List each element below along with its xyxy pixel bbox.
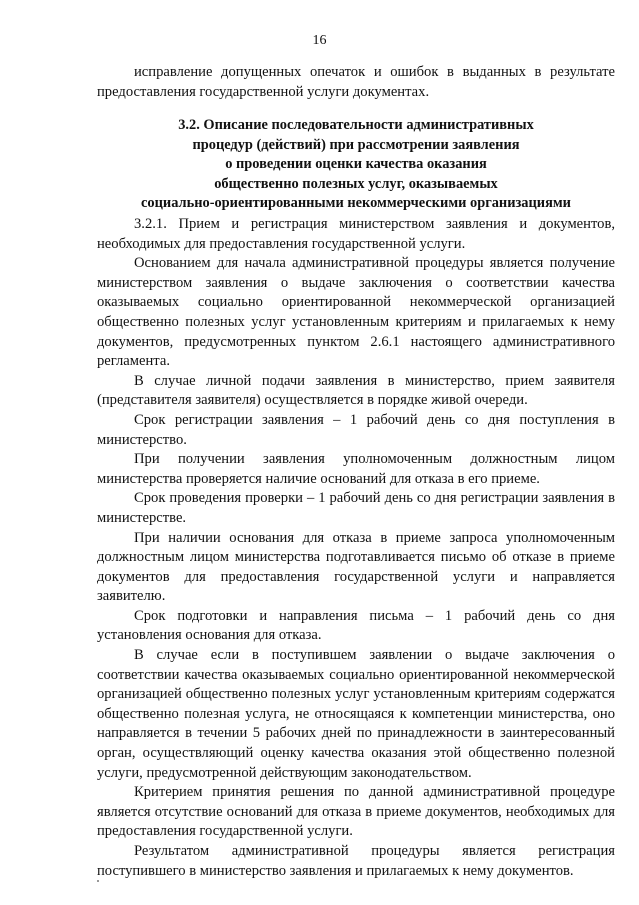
intro-paragraph-block xyxy=(97,63,615,102)
paragraph: Основанием для начала административной процедуры является получение министерством заявления о выдаче заключения о соответствии качества оказываемых социально ориентированной некоммерческой организацией общественно полезных услуг установленным критериям и прилагаемых к нему документов, предусмотренных пунктом 2.6.1 настоящего административного регламента. xyxy=(97,255,615,370)
paragraph: Срок проведения проверки – 1 рабочий день со дня регистрации заявления в министерстве. xyxy=(97,490,615,526)
scan-speck xyxy=(97,880,99,882)
section-heading-line: о проведении оценки качества оказания xyxy=(225,156,487,173)
paragraph: Результатом административной процедуры является регистрация поступившего в министерство заявления и прилагаемых к нему документов. xyxy=(97,843,615,879)
paragraph: В случае личной подачи заявления в министерство, прием заявителя (представителя заявителя) осуществляется в порядке живой очереди. xyxy=(97,372,615,409)
paragraph: Критерием принятия решения по данной административной процедуре является отсутствие оснований для отказа в приеме документов, необходимых для предоставления государственной услуги. xyxy=(97,784,615,840)
paragraph: При получении заявления уполномоченным должностным лицом министерства проверяется наличие оснований для отказа в его приеме. xyxy=(97,451,615,487)
section-heading-line: процедур (действий) при рассмотрении заявления xyxy=(192,136,520,153)
page-number: 16 xyxy=(312,33,327,48)
paragraph: 3.2.1. Прием и регистрация министерством заявления и документов, необходимых для предоставления государственной услуги. xyxy=(97,216,615,252)
body-text xyxy=(97,215,615,881)
paragraph: При наличии основания для отказа в приеме запроса уполномоченным должностным лицом министерства подготавливается письмо об отказе в приеме документов для предоставления государственной услуги и направляется заявителю. xyxy=(97,529,615,605)
section-heading-line: 3.2. Описание последовательности административных xyxy=(178,117,534,133)
section-heading xyxy=(97,116,615,214)
intro-paragraph: исправление допущенных опечаток и ошибок в выданных в результате предоставления государственной услуги документах. xyxy=(97,64,615,100)
paragraph: Срок регистрации заявления – 1 рабочий день со дня поступления в министерство. xyxy=(97,411,615,448)
section-heading-line: социально-ориентированными некоммерческими организациями xyxy=(141,195,571,212)
paragraph: Срок подготовки и направления письма – 1 рабочий день со дня установления основания для отказа. xyxy=(97,607,615,644)
paragraph: В случае если в поступившем заявлении о выдаче заключения о соответствии качества оказываемых социально ориентированной некоммерческой организацией общественно полезных услуг установленным критериям содержатся общественно полезная услуга, не относящаяся к компетенции министерства, оно направляется в течении 5 рабочих дней по принадлежности в заинтересованный орган, осуществляющий оценку качества оказания этой общественно полезной услуги, предусмотренной действующим законодательством. xyxy=(97,647,615,781)
section-heading-line: общественно полезных услуг, оказываемых xyxy=(214,175,498,192)
